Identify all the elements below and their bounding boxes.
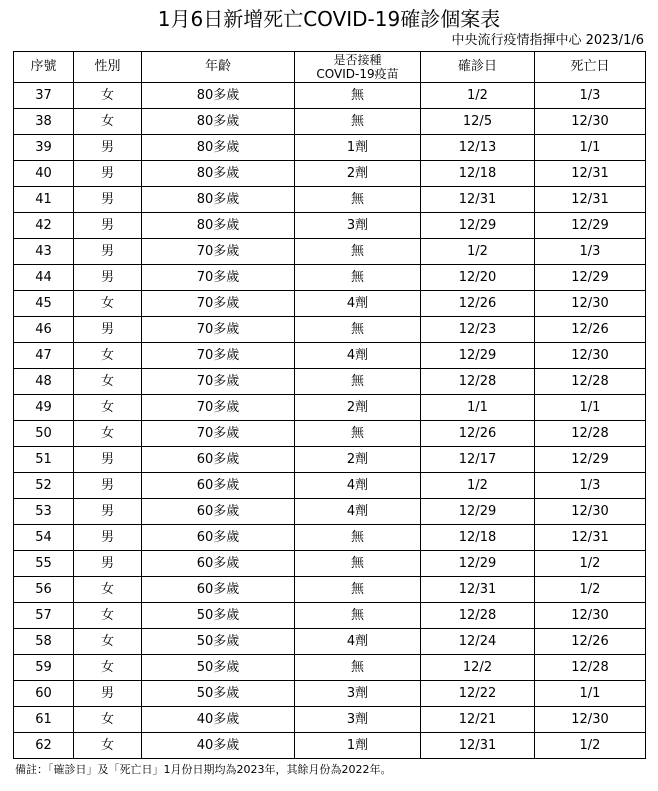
death-date-cell: 12/28 xyxy=(535,421,646,447)
sex-cell: 男 xyxy=(74,499,142,525)
age-cell: 70多歲 xyxy=(142,291,295,317)
sex-cell: 女 xyxy=(74,577,142,603)
serial-cell: 54 xyxy=(14,525,74,551)
serial-cell: 62 xyxy=(14,733,74,759)
confirm-date-cell: 12/24 xyxy=(421,629,535,655)
confirm-date-cell: 12/26 xyxy=(421,421,535,447)
age-cell: 70多歲 xyxy=(142,239,295,265)
table-row xyxy=(14,499,646,525)
header-age: 年齡 xyxy=(142,52,295,83)
death-date-cell: 12/28 xyxy=(535,369,646,395)
sex-cell: 男 xyxy=(74,135,142,161)
serial-cell: 40 xyxy=(14,161,74,187)
death-date-cell: 12/31 xyxy=(535,161,646,187)
age-cell: 70多歲 xyxy=(142,317,295,343)
age-cell: 80多歲 xyxy=(142,161,295,187)
age-cell: 70多歲 xyxy=(142,395,295,421)
cases-table xyxy=(13,51,646,759)
table-row xyxy=(14,473,646,499)
confirm-date-cell: 12/17 xyxy=(421,447,535,473)
vaccine-cell: 2劑 xyxy=(295,447,421,473)
table-row xyxy=(14,447,646,473)
age-cell: 70多歲 xyxy=(142,421,295,447)
sex-cell: 男 xyxy=(74,473,142,499)
serial-cell: 60 xyxy=(14,681,74,707)
age-cell: 80多歲 xyxy=(142,109,295,135)
table-row xyxy=(14,343,646,369)
table-row xyxy=(14,109,646,135)
age-cell: 60多歲 xyxy=(142,447,295,473)
age-cell: 80多歲 xyxy=(142,83,295,109)
age-cell: 70多歲 xyxy=(142,265,295,291)
confirm-date-cell: 12/29 xyxy=(421,213,535,239)
death-date-cell: 12/30 xyxy=(535,343,646,369)
vaccine-cell: 4劑 xyxy=(295,291,421,317)
table-row xyxy=(14,603,646,629)
confirm-date-cell: 12/18 xyxy=(421,525,535,551)
confirm-date-cell: 12/20 xyxy=(421,265,535,291)
serial-cell: 44 xyxy=(14,265,74,291)
death-date-cell: 1/1 xyxy=(535,681,646,707)
serial-cell: 56 xyxy=(14,577,74,603)
confirm-date-cell: 1/1 xyxy=(421,395,535,421)
sex-cell: 女 xyxy=(74,733,142,759)
table-header-row xyxy=(14,52,646,83)
age-cell: 40多歲 xyxy=(142,707,295,733)
sex-cell: 女 xyxy=(74,629,142,655)
confirm-date-cell: 12/5 xyxy=(421,109,535,135)
age-cell: 80多歲 xyxy=(142,135,295,161)
vaccine-cell: 無 xyxy=(295,655,421,681)
vaccine-cell: 3劑 xyxy=(295,681,421,707)
table-row xyxy=(14,655,646,681)
sex-cell: 女 xyxy=(74,707,142,733)
header-sex: 性別 xyxy=(74,52,142,83)
table-row xyxy=(14,707,646,733)
death-date-cell: 1/3 xyxy=(535,473,646,499)
vaccine-cell: 無 xyxy=(295,551,421,577)
confirm-date-cell: 12/28 xyxy=(421,603,535,629)
confirm-date-cell: 1/2 xyxy=(421,473,535,499)
vaccine-cell: 4劑 xyxy=(295,473,421,499)
table-row xyxy=(14,525,646,551)
death-date-cell: 12/26 xyxy=(535,317,646,343)
age-cell: 60多歲 xyxy=(142,525,295,551)
table-row xyxy=(14,265,646,291)
vaccine-cell: 無 xyxy=(295,265,421,291)
vaccine-cell: 1劑 xyxy=(295,135,421,161)
confirm-date-cell: 12/2 xyxy=(421,655,535,681)
vaccine-cell: 無 xyxy=(295,109,421,135)
serial-cell: 48 xyxy=(14,369,74,395)
death-date-cell: 12/30 xyxy=(535,603,646,629)
table-row xyxy=(14,317,646,343)
serial-cell: 47 xyxy=(14,343,74,369)
table-row xyxy=(14,161,646,187)
sex-cell: 男 xyxy=(74,265,142,291)
serial-cell: 53 xyxy=(14,499,74,525)
sex-cell: 男 xyxy=(74,213,142,239)
death-date-cell: 1/2 xyxy=(535,733,646,759)
vaccine-cell: 4劑 xyxy=(295,499,421,525)
table-row xyxy=(14,239,646,265)
sex-cell: 男 xyxy=(74,161,142,187)
death-date-cell: 1/1 xyxy=(535,395,646,421)
vaccine-cell: 2劑 xyxy=(295,161,421,187)
serial-cell: 51 xyxy=(14,447,74,473)
sex-cell: 女 xyxy=(74,603,142,629)
age-cell: 50多歲 xyxy=(142,629,295,655)
sex-cell: 女 xyxy=(74,655,142,681)
vaccine-cell: 無 xyxy=(295,603,421,629)
footnote: 備註：「確診日」及「死亡日」1月份日期均為2023年，其餘月份為2022年。 xyxy=(15,763,392,776)
age-cell: 40多歲 xyxy=(142,733,295,759)
header-vaccine xyxy=(295,52,421,83)
confirm-date-cell: 12/26 xyxy=(421,291,535,317)
confirm-date-cell: 12/28 xyxy=(421,369,535,395)
sex-cell: 男 xyxy=(74,551,142,577)
confirm-date-cell: 12/29 xyxy=(421,343,535,369)
confirm-date-cell: 12/22 xyxy=(421,681,535,707)
vaccine-cell: 無 xyxy=(295,317,421,343)
serial-cell: 50 xyxy=(14,421,74,447)
serial-cell: 52 xyxy=(14,473,74,499)
serial-cell: 55 xyxy=(14,551,74,577)
age-cell: 80多歲 xyxy=(142,213,295,239)
serial-cell: 59 xyxy=(14,655,74,681)
age-cell: 60多歲 xyxy=(142,577,295,603)
sex-cell: 女 xyxy=(74,291,142,317)
death-date-cell: 12/30 xyxy=(535,109,646,135)
death-date-cell: 1/1 xyxy=(535,135,646,161)
serial-cell: 46 xyxy=(14,317,74,343)
death-date-cell: 12/31 xyxy=(535,525,646,551)
death-date-cell: 12/31 xyxy=(535,187,646,213)
age-cell: 60多歲 xyxy=(142,551,295,577)
sex-cell: 男 xyxy=(74,187,142,213)
confirm-date-cell: 12/31 xyxy=(421,577,535,603)
vaccine-cell: 4劑 xyxy=(295,629,421,655)
serial-cell: 49 xyxy=(14,395,74,421)
confirm-date-cell: 12/18 xyxy=(421,161,535,187)
vaccine-cell: 3劑 xyxy=(295,213,421,239)
age-cell: 60多歲 xyxy=(142,473,295,499)
confirm-date-cell: 1/2 xyxy=(421,239,535,265)
death-date-cell: 12/30 xyxy=(535,499,646,525)
header-vaccine-line1: 是否接種 xyxy=(333,53,382,67)
sex-cell: 男 xyxy=(74,317,142,343)
serial-cell: 61 xyxy=(14,707,74,733)
death-date-cell: 12/30 xyxy=(535,291,646,317)
table-row xyxy=(14,733,646,759)
serial-cell: 42 xyxy=(14,213,74,239)
table-row xyxy=(14,681,646,707)
vaccine-cell: 無 xyxy=(295,577,421,603)
serial-cell: 58 xyxy=(14,629,74,655)
page-title: 1月6日新增死亡COVID-19確診個案表 xyxy=(157,7,501,31)
death-date-cell: 1/2 xyxy=(535,577,646,603)
vaccine-cell: 無 xyxy=(295,421,421,447)
death-date-cell: 1/2 xyxy=(535,551,646,577)
death-date-cell: 12/30 xyxy=(535,707,646,733)
table-row xyxy=(14,421,646,447)
vaccine-cell: 2劑 xyxy=(295,395,421,421)
sex-cell: 女 xyxy=(74,83,142,109)
sex-cell: 男 xyxy=(74,681,142,707)
age-cell: 50多歲 xyxy=(142,681,295,707)
age-cell: 70多歲 xyxy=(142,343,295,369)
vaccine-cell: 無 xyxy=(295,83,421,109)
death-date-cell: 12/29 xyxy=(535,213,646,239)
death-date-cell: 12/29 xyxy=(535,447,646,473)
source-label: 中央流行疫情指揮中心 2023/1/6 xyxy=(451,33,644,48)
confirm-date-cell: 12/23 xyxy=(421,317,535,343)
table-row xyxy=(14,291,646,317)
confirm-date-cell: 12/31 xyxy=(421,733,535,759)
table-row xyxy=(14,629,646,655)
table-row xyxy=(14,369,646,395)
age-cell: 70多歲 xyxy=(142,369,295,395)
serial-cell: 41 xyxy=(14,187,74,213)
table-row xyxy=(14,551,646,577)
serial-cell: 39 xyxy=(14,135,74,161)
vaccine-cell: 4劑 xyxy=(295,343,421,369)
serial-cell: 45 xyxy=(14,291,74,317)
confirm-date-cell: 12/29 xyxy=(421,551,535,577)
confirm-date-cell: 12/21 xyxy=(421,707,535,733)
vaccine-cell: 無 xyxy=(295,187,421,213)
death-date-cell: 12/26 xyxy=(535,629,646,655)
sex-cell: 女 xyxy=(74,343,142,369)
death-date-cell: 1/3 xyxy=(535,83,646,109)
header-confirm-date: 確診日 xyxy=(421,52,535,83)
confirm-date-cell: 1/2 xyxy=(421,83,535,109)
confirm-date-cell: 12/13 xyxy=(421,135,535,161)
age-cell: 80多歲 xyxy=(142,187,295,213)
sex-cell: 男 xyxy=(74,525,142,551)
vaccine-cell: 1劑 xyxy=(295,733,421,759)
table-row xyxy=(14,213,646,239)
vaccine-cell: 無 xyxy=(295,239,421,265)
age-cell: 50多歲 xyxy=(142,603,295,629)
sex-cell: 男 xyxy=(74,447,142,473)
serial-cell: 38 xyxy=(14,109,74,135)
sex-cell: 女 xyxy=(74,109,142,135)
death-date-cell: 12/28 xyxy=(535,655,646,681)
serial-cell: 57 xyxy=(14,603,74,629)
sex-cell: 男 xyxy=(74,239,142,265)
age-cell: 60多歲 xyxy=(142,499,295,525)
vaccine-cell: 無 xyxy=(295,369,421,395)
serial-cell: 37 xyxy=(14,83,74,109)
vaccine-cell: 無 xyxy=(295,525,421,551)
confirm-date-cell: 12/31 xyxy=(421,187,535,213)
table-row xyxy=(14,135,646,161)
vaccine-cell: 3劑 xyxy=(295,707,421,733)
table-row xyxy=(14,395,646,421)
confirm-date-cell: 12/29 xyxy=(421,499,535,525)
age-cell: 50多歲 xyxy=(142,655,295,681)
header-vaccine-line2: COVID-19疫苗 xyxy=(316,67,399,81)
header-serial: 序號 xyxy=(14,52,74,83)
death-date-cell: 12/29 xyxy=(535,265,646,291)
table-row xyxy=(14,577,646,603)
header-death-date: 死亡日 xyxy=(535,52,646,83)
sex-cell: 女 xyxy=(74,395,142,421)
sex-cell: 女 xyxy=(74,369,142,395)
death-date-cell: 1/3 xyxy=(535,239,646,265)
serial-cell: 43 xyxy=(14,239,74,265)
table-row xyxy=(14,83,646,109)
sex-cell: 女 xyxy=(74,421,142,447)
table-row xyxy=(14,187,646,213)
